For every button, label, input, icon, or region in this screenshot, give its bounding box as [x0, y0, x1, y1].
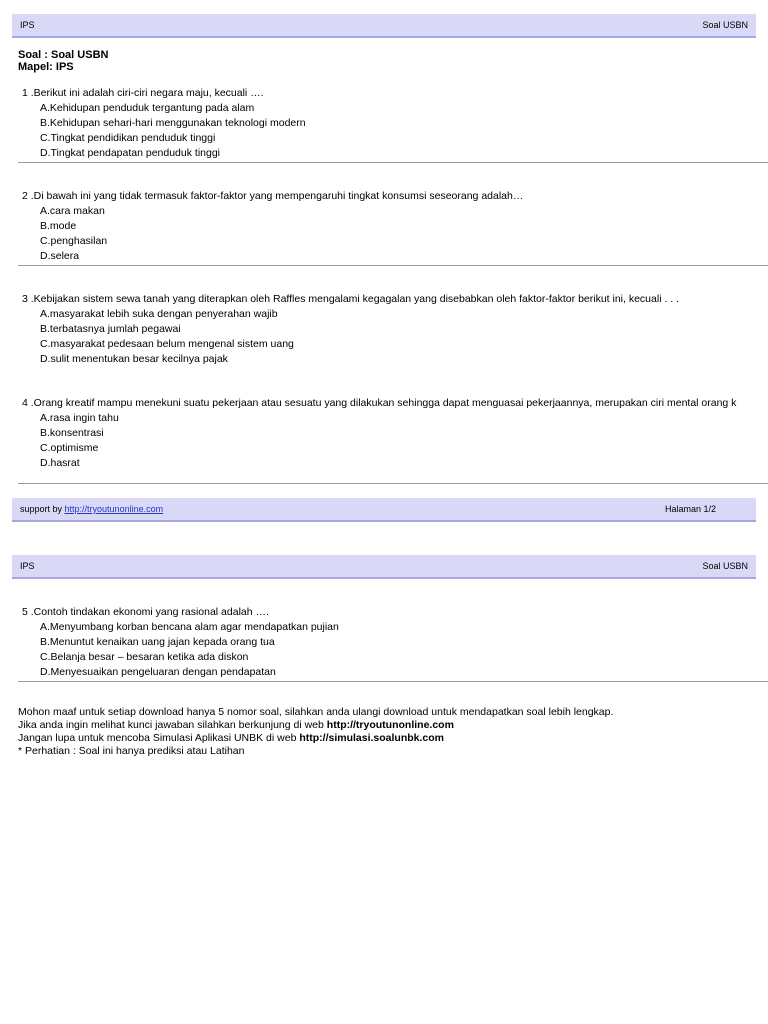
question-divider [18, 162, 768, 163]
option-b: B.konsentrasi [40, 427, 104, 439]
question-text: 2 .Di bawah ini yang tidak termasuk faktor-faktor yang mempengaruhi tingkat konsumsi seseorang adalah… [22, 190, 524, 202]
question-text: 3 .Kebijakan sistem sewa tanah yang diterapkan oleh Raffles mengalami kegagalan yang disebabkan oleh faktor-faktor berikut ini, kecuali . . . [22, 293, 680, 305]
question-divider [18, 265, 768, 266]
question-divider [18, 681, 768, 682]
option-c: C.Belanja besar – besaran ketika ada diskon [40, 651, 249, 663]
header-exam-type: Soal USBN [702, 20, 748, 30]
question-text: 5 .Contoh tindakan ekonomi yang rasional adalah …. [22, 606, 269, 618]
question-1 [22, 86, 306, 161]
option-b: B.Kehidupan sehari-hari menggunakan teknologi modern [40, 117, 306, 129]
option-b: B.terbatasnya jumlah pegawai [40, 323, 181, 335]
option-c: C.penghasilan [40, 235, 108, 247]
option-b: B.mode [40, 220, 77, 232]
option-a: A.masyarakat lebih suka dengan penyerahan wajib [40, 308, 278, 320]
option-a: A.cara makan [40, 205, 105, 217]
option-d: D.sulit menentukan besar kecilnya pajak [40, 353, 228, 365]
answer-key-url: http://tryoutunonline.com [326, 719, 454, 731]
option-c: C.optimisme [40, 442, 99, 454]
question-4 [22, 396, 736, 471]
question-divider [18, 483, 768, 484]
option-b: B.Menuntut kenaikan uang jajan kepada orang tua [40, 636, 275, 648]
simulation-url: http://simulasi.soalunbk.com [299, 732, 445, 744]
notice-line-4: * Perhatian : Soal ini hanya prediksi atau Latihan [18, 745, 245, 757]
option-d: D.Tingkat pendapatan penduduk tinggi [40, 147, 220, 159]
page-footer [12, 498, 756, 522]
question-text: 1 .Berikut ini adalah ciri-ciri negara maju, kecuali …. [22, 87, 264, 99]
question-5 [22, 605, 339, 680]
question-text: 4 .Orang kreatif mampu menekuni suatu pekerjaan atau sesuatu yang dilakukan sehingga dapat menguasai pekerjaannya, merupakan ciri mental orang k [22, 397, 737, 409]
option-a: A.Kehidupan penduduk tergantung pada alam [40, 102, 255, 114]
option-a: A.Menyumbang korban bencana alam agar mendapatkan pujian [40, 621, 339, 633]
download-notice [18, 706, 613, 758]
header-subject: IPS [20, 20, 35, 30]
tryout-link[interactable]: http://tryoutunonline.com [64, 504, 164, 514]
option-c: C.Tingkat pendidikan penduduk tinggi [40, 132, 216, 144]
notice-line-2-text: Jika anda ingin melihat kunci jawaban silahkan berkunjung di web [18, 719, 327, 731]
exam-subject: Mapel: IPS [18, 61, 74, 73]
option-c: C.masyarakat pedesaan belum mengenal sistem uang [40, 338, 294, 350]
option-a: A.rasa ingin tahu [40, 412, 119, 424]
notice-line-2 [18, 719, 613, 732]
support-label: support by [20, 504, 65, 514]
page-header [12, 555, 756, 579]
option-d: D.selera [40, 250, 80, 262]
notice-line-1: Mohon maaf untuk setiap download hanya 5 nomor soal, silahkan anda ulangi download untuk mendapatkan soal lebih lengkap. [18, 706, 614, 718]
option-d: D.Menyesuaikan pengeluaran dengan pendapatan [40, 666, 276, 678]
question-2 [22, 189, 523, 264]
support-text [20, 504, 163, 514]
notice-line-3 [18, 732, 613, 745]
exam-title: Soal : Soal USBN [18, 49, 109, 61]
exam-meta [18, 49, 108, 73]
page-number: Halaman 1/2 [664, 504, 716, 514]
question-3 [22, 292, 679, 367]
header-exam-type: Soal USBN [702, 561, 748, 571]
option-d: D.hasrat [40, 457, 80, 469]
page-header [12, 14, 756, 38]
header-subject: IPS [20, 561, 35, 571]
notice-line-3-text: Jangan lupa untuk mencoba Simulasi Aplikasi UNBK di web [18, 732, 300, 744]
